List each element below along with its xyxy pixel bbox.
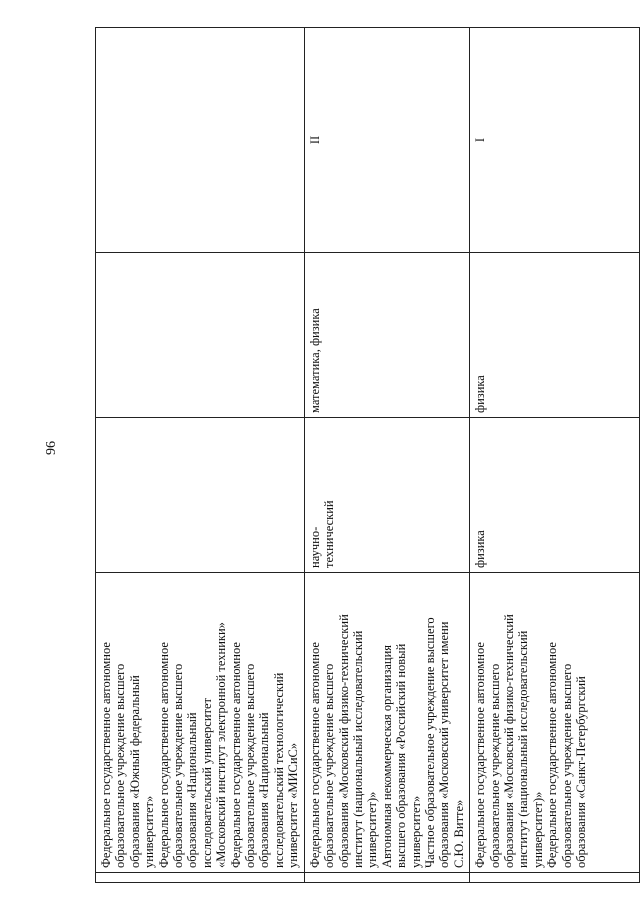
- organization-line: образовательное учреждение высшего: [243, 663, 258, 868]
- subjects-cell: [96, 253, 305, 418]
- organization-line: Частное образовательное учреждение высшего: [422, 617, 437, 868]
- row-number-cell: [96, 873, 305, 883]
- organizations-cell: [304, 573, 469, 873]
- profile-cell: физика: [470, 418, 640, 573]
- profile-cell: научно- технический: [304, 418, 469, 573]
- organization-line: Федеральное государственное автономное: [545, 642, 560, 868]
- organization-line: образования «Московский университет имени: [437, 621, 452, 868]
- level-cell: I: [470, 28, 640, 253]
- organization-line: университет)»: [530, 791, 545, 868]
- organization-line: высшего образования «Российский новый: [394, 643, 409, 868]
- table-container: [95, 28, 635, 883]
- level-cell: [96, 28, 305, 253]
- organization-line: Федеральное государственное автономное: [228, 642, 243, 868]
- level-cell: II: [304, 28, 469, 253]
- page-number: 96: [44, 441, 59, 455]
- organizations-cell: [470, 573, 640, 873]
- organization-line: Федеральное государственное автономное: [473, 642, 488, 868]
- organization-line: «Московский институт электронной техники»: [214, 622, 229, 868]
- organization-line: Федеральное государственное автономное: [307, 642, 322, 868]
- organizations-cell: [96, 573, 305, 873]
- organization-line: С.Ю. Витте»: [451, 799, 466, 868]
- subjects-cell: математика, физика: [304, 253, 469, 418]
- organization-line: Федеральное государственное автономное: [99, 642, 113, 868]
- table-row: [304, 28, 469, 883]
- organization-line: образования «Московский физико-технический: [336, 614, 351, 868]
- organization-line: образовательное учреждение высшего: [113, 663, 128, 868]
- organization-line: Автономная некоммерческая организация: [379, 644, 394, 868]
- organization-line: образовательное учреждение высшего: [487, 663, 502, 868]
- subjects-cell: физика: [470, 253, 640, 418]
- organization-line: образовательное учреждение высшего: [322, 663, 337, 868]
- organization-line: образовательное учреждение высшего: [171, 663, 186, 868]
- organization-line: университет «МИСиС»: [286, 742, 301, 868]
- organization-line: институт (национальный исследовательский: [350, 630, 365, 868]
- organization-line: образования «Московский физико-технический: [501, 614, 516, 868]
- table-row: [470, 28, 640, 883]
- row-number-cell: [304, 873, 469, 883]
- organization-line: образовательное учреждение высшего: [559, 663, 574, 868]
- organization-line: исследовательский технологический: [271, 672, 286, 868]
- organization-line: образования «Южный федеральный: [127, 675, 142, 868]
- table-row: [96, 28, 305, 883]
- olympiad-table: [95, 27, 640, 883]
- organization-line: образования «Санкт-Петербургский: [574, 676, 588, 868]
- organization-line: образования «Национальный: [257, 712, 272, 868]
- row-number-cell: [470, 873, 640, 883]
- organization-line: университет)»: [365, 791, 380, 868]
- organization-line: образования «Национальный: [185, 712, 200, 868]
- organization-line: институт (национальный исследовательский: [516, 630, 531, 868]
- organization-line: университет»: [142, 795, 157, 868]
- organization-line: исследовательский университет: [199, 697, 214, 868]
- organization-line: университет»: [408, 795, 423, 868]
- profile-cell: [96, 418, 305, 573]
- organization-line: Федеральное государственное автономное: [156, 642, 171, 868]
